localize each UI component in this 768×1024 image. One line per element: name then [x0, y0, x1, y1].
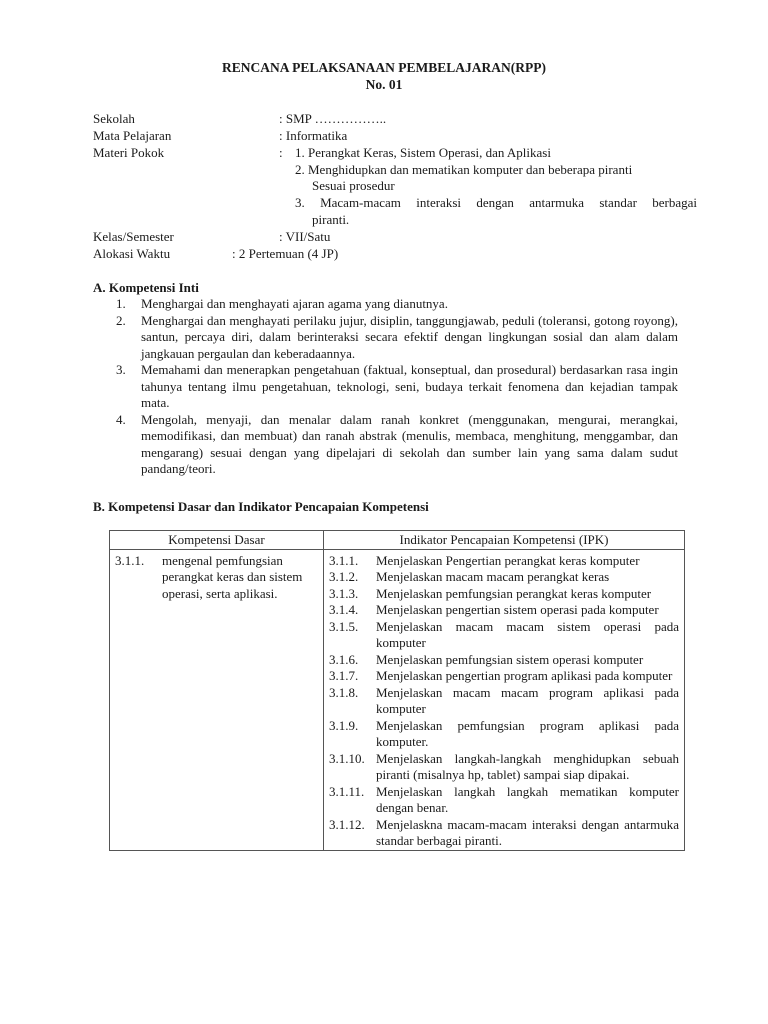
time-value: : 2 Pertemuan (4 JP)	[232, 246, 339, 261]
topic-item-2-cont: Sesuai prosedur	[312, 178, 395, 193]
ipk-code: 3.1.2.	[329, 569, 359, 584]
ipk-item	[329, 553, 679, 570]
ipk-item	[329, 619, 679, 652]
ipk-item	[329, 602, 679, 619]
ipk-cell	[324, 549, 685, 850]
ipk-item	[329, 685, 679, 718]
ipk-code: 3.1.5.	[329, 618, 359, 634]
list-number: 1.	[116, 296, 126, 311]
ipk-item	[329, 652, 679, 669]
ipk-code: 3.1.10.	[329, 750, 365, 766]
ipk-item	[329, 751, 679, 784]
list-text: Menghargai dan menghayati perilaku jujur, disiplin, tanggungjawab, peduli (toleransi, gotong royong), santun, percaya diri, dalam berinteraksi secara efektif dengan lingkungan sosial dan alam dalam jangkauan pergaulan dan keberadaannya.	[141, 312, 678, 361]
ipk-text: Menjelaskan pemfungsian perangkat keras komputer	[376, 585, 652, 601]
ipk-text: Menjelaskna macam-macam interaksi dengan antarmuka standar berbagai piranti.	[376, 816, 679, 848]
ipk-text: Menjelaskan langkah-langkah menghidupkan sebuah piranti (misalnya hp, tablet) sampai siap dipakai.	[376, 750, 679, 782]
ipk-item	[329, 817, 679, 850]
ipk-text: Menjelaskan pengertian sistem operasi pada komputer	[376, 602, 659, 617]
ipk-code: 3.1.7.	[329, 668, 359, 683]
topic-item-3: 3. Macam-macam interaksi dengan antarmuka standar berbagai	[295, 195, 697, 210]
kd-text: mengenal pemfungsian perangkat keras dan sistem operasi, serta aplikasi.	[162, 552, 303, 601]
table-row	[110, 549, 685, 850]
ipk-item	[329, 784, 679, 817]
ipk-item	[329, 668, 679, 685]
ipk-code: 3.1.6.	[329, 651, 359, 667]
school-value: : SMP ……………..	[279, 111, 387, 126]
ipk-code: 3.1.9.	[329, 717, 359, 733]
ipk-code: 3.1.11.	[329, 783, 365, 799]
school-label: Sekolah	[93, 111, 135, 126]
ipk-text: Menjelaskan pengertian program aplikasi pada komputer	[376, 668, 673, 683]
topic-item-2: 2. Menghidupkan dan mematikan komputer dan beberapa piranti	[295, 162, 633, 177]
ipk-text: Menjelaskan pemfungsian program aplikasi pada komputer.	[376, 717, 679, 749]
time-label: Alokasi Waktu	[93, 246, 171, 261]
list-text: Memahami dan menerapkan pengetahuan (faktual, konseptual, dan prosedural) berdasarkan rasa ingin tahunya tentang ilmu pengetahuan, teknologi, seni, budaya terkait fenomena dan kejadian tampak mata.	[141, 362, 678, 410]
ipk-text: Menjelaskan macam macam program aplikasi pada komputer	[376, 684, 679, 716]
class-label: Kelas/Semester	[93, 229, 174, 244]
subject-label: Mata Pelajaran	[93, 128, 172, 143]
kd-ipk-table	[109, 530, 685, 851]
topic-colon: :	[279, 145, 283, 160]
ipk-text: Menjelaskan Pengertian perangkat keras komputer	[376, 552, 640, 568]
kd-cell	[110, 549, 324, 850]
document-title: RENCANA PELAKSANAAN PEMBELAJARAN(RPP)	[222, 60, 546, 75]
ipk-text: Menjelaskan pemfungsian sistem operasi komputer	[376, 651, 644, 667]
ipk-code: 3.1.8.	[329, 684, 359, 700]
ipk-text: Menjelaskan macam macam sistem operasi pada komputer	[376, 618, 679, 650]
section-a-heading: A. Kompetensi Inti	[93, 280, 199, 295]
list-text: Mengolah, menyaji, dan menalar dalam ranah konkret (menggunakan, mengurai, merangkai, memodifikasi, dan membuat) dan ranah abstrak (menulis, membaca, menghitung, menggambar, dan mengarang) sesuai dengan yang dipelajari di sekolah dan sumber lain yang sama dalam sudut pandang/teori.	[141, 411, 678, 476]
section-b-heading: B. Kompetensi Dasar dan Indikator Pencapaian Kompetensi	[93, 499, 429, 514]
ipk-item	[329, 718, 679, 751]
kd-column-header: Kompetensi Dasar	[110, 531, 324, 550]
subject-value: : Informatika	[279, 128, 348, 143]
ipk-list	[329, 553, 679, 850]
topic-item-1: 1. Perangkat Keras, Sistem Operasi, dan Aplikasi	[295, 145, 551, 160]
kd-entry	[115, 553, 318, 603]
ipk-text: Menjelaskan macam macam perangkat keras	[376, 569, 610, 584]
list-number: 4.	[116, 411, 126, 427]
ipk-item	[329, 569, 679, 586]
class-value: : VII/Satu	[279, 229, 331, 244]
list-number: 2.	[116, 312, 126, 328]
table-header-row	[110, 531, 685, 550]
ipk-item	[329, 586, 679, 603]
list-text: Menghargai dan menghayati ajaran agama yang dianutnya.	[141, 296, 448, 311]
ipk-code: 3.1.4.	[329, 602, 359, 617]
kd-code: 3.1.1.	[115, 552, 145, 568]
ipk-text: Menjelaskan langkah langkah mematikan komputer dengan benar.	[376, 783, 679, 815]
ipk-code: 3.1.12.	[329, 816, 365, 832]
list-number: 3.	[116, 362, 126, 377]
topic-item-3-cont: piranti.	[312, 212, 350, 227]
ipk-column-header: Indikator Pencapaian Kompetensi (IPK)	[324, 531, 685, 550]
ipk-code: 3.1.1.	[329, 552, 359, 568]
ipk-code: 3.1.3.	[329, 585, 359, 601]
document-number: No. 01	[365, 77, 403, 92]
topic-label: Materi Pokok	[93, 145, 165, 160]
